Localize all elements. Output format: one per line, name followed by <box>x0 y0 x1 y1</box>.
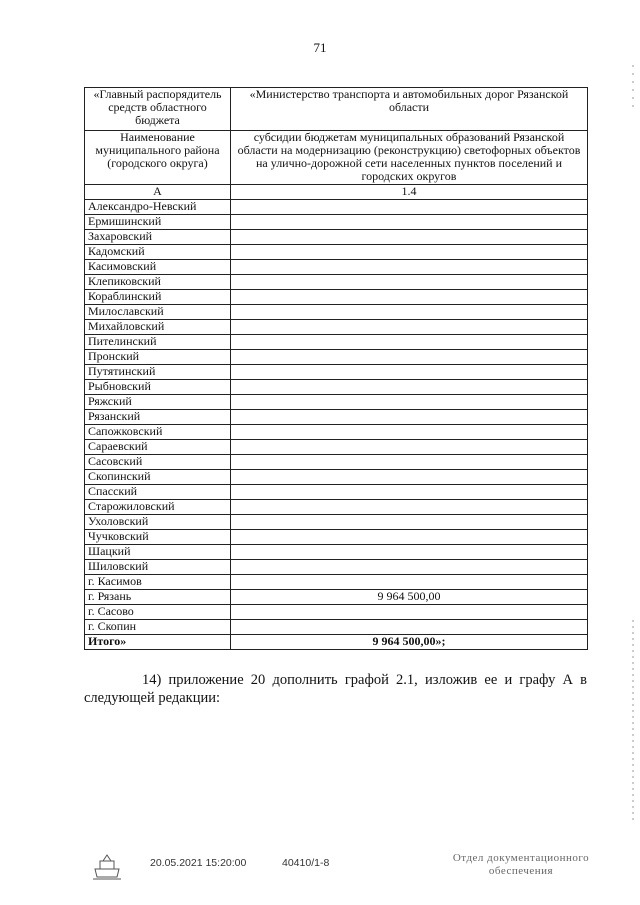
body-paragraph <box>84 671 587 707</box>
table-row <box>85 530 588 545</box>
subsidy-value-cell <box>231 530 588 545</box>
subsidy-value-cell <box>231 230 588 245</box>
district-name-cell: Клепиковский <box>85 275 231 290</box>
table-row <box>85 260 588 275</box>
subsidy-value-cell <box>231 215 588 230</box>
page-number: 71 <box>313 40 327 55</box>
header-row-2 <box>85 131 588 185</box>
district-name-cell: г. Касимов <box>85 575 231 590</box>
district-name-cell: г. Сасово <box>85 605 231 620</box>
table-row <box>85 500 588 515</box>
subsidy-value-cell <box>231 275 588 290</box>
margin-scan-marks <box>630 60 636 840</box>
subsidy-value-cell <box>231 545 588 560</box>
table-row <box>85 305 588 320</box>
table-row <box>85 575 588 590</box>
table-row <box>85 440 588 455</box>
header-left-1: «Главный распорядитель средств областного бюджета <box>85 88 231 131</box>
district-name-cell: Ряжский <box>85 395 231 410</box>
district-name-cell: Путятинский <box>85 365 231 380</box>
coat-of-arms-icon <box>90 852 124 882</box>
subsidy-value-cell <box>231 245 588 260</box>
district-name-cell: Пителинский <box>85 335 231 350</box>
total-label: Итого» <box>85 635 231 650</box>
subsidy-value-cell <box>231 515 588 530</box>
subsidy-value-cell <box>231 605 588 620</box>
district-name-cell: Кадомский <box>85 245 231 260</box>
subsidy-value-cell <box>231 320 588 335</box>
district-name-cell: Шацкий <box>85 545 231 560</box>
district-name-cell: Старожиловский <box>85 500 231 515</box>
table-row <box>85 455 588 470</box>
table-row <box>85 560 588 575</box>
district-name-cell: Милославский <box>85 305 231 320</box>
table-row <box>85 200 588 215</box>
footer-date: 20.05.2021 15:20:00 <box>150 857 247 869</box>
subsidy-value-cell <box>231 410 588 425</box>
district-name-cell: Александро-Невский <box>85 200 231 215</box>
subsidy-value-cell <box>231 620 588 635</box>
subsidy-value-cell <box>231 335 588 350</box>
header-left-2: Наименование муниципального района (городского округа) <box>85 131 231 185</box>
footer-code: 40410/1-8 <box>282 857 330 869</box>
subsidy-value-cell <box>231 485 588 500</box>
district-name-cell: Ермишинский <box>85 215 231 230</box>
subsidy-value-cell <box>231 440 588 455</box>
table-row <box>85 395 588 410</box>
district-name-cell: Касимовский <box>85 260 231 275</box>
table-row <box>85 545 588 560</box>
table-row <box>85 320 588 335</box>
footer-department: Отдел документационного обеспечения <box>452 852 590 877</box>
table-row <box>85 485 588 500</box>
district-name-cell: Захаровский <box>85 230 231 245</box>
subsidy-value-cell <box>231 500 588 515</box>
table-row <box>85 470 588 485</box>
table-row <box>85 620 588 635</box>
district-name-cell: Сасовский <box>85 455 231 470</box>
table-row <box>85 515 588 530</box>
district-name-cell: Рязанский <box>85 410 231 425</box>
subsidy-value-cell <box>231 470 588 485</box>
district-name-cell: Кораблинский <box>85 290 231 305</box>
subsidy-value-cell <box>231 365 588 380</box>
subsidy-value-cell <box>231 305 588 320</box>
district-name-cell: Скопинский <box>85 470 231 485</box>
table-row <box>85 335 588 350</box>
table-row <box>85 590 588 605</box>
table-row <box>85 215 588 230</box>
column-label-row <box>85 185 588 200</box>
total-value: 9 964 500,00»; <box>231 635 588 650</box>
subsidy-table <box>84 87 588 650</box>
header-right-2: субсидии бюджетам муниципальных образований Рязанской области на модернизацию (реконструкцию) светофорных объектов на улично-дорожной сети населенных пунктов поселений и городских округов <box>231 131 588 185</box>
table-row <box>85 365 588 380</box>
subsidy-value-cell <box>231 200 588 215</box>
district-name-cell: Сараевский <box>85 440 231 455</box>
table-row <box>85 275 588 290</box>
subsidy-value-cell <box>231 290 588 305</box>
district-name-cell: г. Скопин <box>85 620 231 635</box>
subsidy-value-cell <box>231 575 588 590</box>
table-row <box>85 230 588 245</box>
header-row-1 <box>85 88 588 131</box>
district-name-cell: Сапожковский <box>85 425 231 440</box>
subsidy-value-cell <box>231 260 588 275</box>
table-row <box>85 290 588 305</box>
table-row <box>85 605 588 620</box>
subsidy-value-cell <box>231 425 588 440</box>
district-name-cell: Рыбновский <box>85 380 231 395</box>
col-a-label: А <box>85 185 231 200</box>
subsidy-value-cell: 9 964 500,00 <box>231 590 588 605</box>
district-name-cell: Шиловский <box>85 560 231 575</box>
subsidy-value-cell <box>231 395 588 410</box>
header-right-1: «Министерство транспорта и автомобильных дорог Рязанской области <box>231 88 588 131</box>
subsidy-value-cell <box>231 560 588 575</box>
table-row <box>85 380 588 395</box>
table-row <box>85 245 588 260</box>
subsidy-value-cell <box>231 350 588 365</box>
district-name-cell: Ухоловский <box>85 515 231 530</box>
table-row <box>85 410 588 425</box>
subsidy-value-cell <box>231 380 588 395</box>
col-b-label: 1.4 <box>231 185 588 200</box>
district-name-cell: г. Рязань <box>85 590 231 605</box>
district-name-cell: Михайловский <box>85 320 231 335</box>
table-row <box>85 350 588 365</box>
table-row <box>85 425 588 440</box>
district-name-cell: Пронский <box>85 350 231 365</box>
body-paragraph-text: 14) приложение 20 дополнить графой 2.1, изложив ее и графу А в следующей редакции: <box>84 672 587 706</box>
district-name-cell: Чучковский <box>85 530 231 545</box>
total-row <box>85 635 588 650</box>
subsidy-value-cell <box>231 455 588 470</box>
district-name-cell: Спасский <box>85 485 231 500</box>
